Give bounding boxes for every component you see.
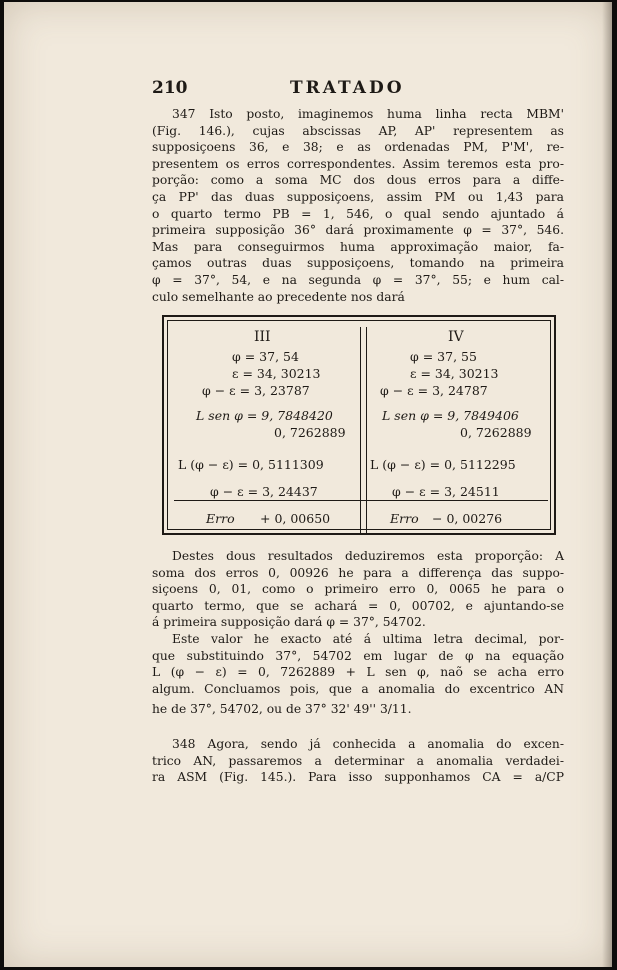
column-heading: III [254, 329, 271, 345]
row-divider [174, 500, 548, 501]
text-line: he de 37°, 54702, ou de 37° 32' 49'' 3/11. [152, 702, 412, 717]
difference-value: φ − ε = 3, 23787 [202, 383, 310, 398]
difference-result: φ − ε = 3, 24437 [210, 484, 318, 499]
text-line: Mas para conseguirmos huma approximação maior, fa- [152, 239, 564, 254]
paragraph-proportion [152, 548, 564, 631]
text-line: quarto termo, que se achará = 0, 00702, e ajuntando-se [152, 598, 564, 613]
text-line: culo semelhante ao precedente nos dará [152, 289, 405, 304]
difference-value: φ − ε = 3, 24787 [380, 383, 488, 398]
phi-value: φ = 37, 54 [232, 349, 299, 364]
text-line: φ = 37°, 54, e na segunda φ = 37°, 55; e hum cal- [152, 272, 564, 287]
error-value: − 0, 00276 [432, 511, 503, 526]
paragraph-conclusion [152, 631, 564, 718]
text-line: ra ASM (Fig. 145.). Para isso supponhamos CA = a/CP [152, 770, 564, 785]
running-title: TRATADO [290, 78, 405, 98]
text-line: 347 Isto posto, imaginemos huma linha recta MBM' [172, 107, 564, 121]
constant-value: 0, 7262889 [274, 425, 346, 440]
column-heading: IV [448, 329, 464, 345]
text-line: porção: como a soma MC dos dous erros para a diffe- [152, 173, 564, 188]
text-line: á primeira supposição dará φ = 37°, 54702. [152, 615, 426, 630]
text-line: (Fig. 146.), cujas abscissas AP, AP' representem as [152, 123, 564, 138]
page-edge-shadow [602, 2, 612, 967]
constant-value: 0, 7262889 [460, 425, 532, 440]
column-divider [360, 327, 367, 533]
text-line: ça PP' das duas supposiçoens, assim PM ou 1,43 para [152, 189, 564, 204]
text-line: L (φ − ε) = 0, 7262889 + L sen φ, naõ se acha erro [152, 665, 564, 680]
text-line: siçoens 0, 01, como o primeiro erro 0, 0065 he para o [152, 582, 564, 597]
page-number: 210 [152, 78, 188, 98]
log-difference-value: L (φ − ε) = 0, 5111309 [178, 457, 324, 472]
text-line: soma dos erros 0, 00926 he para a differença das suppo- [152, 565, 564, 580]
paragraph-347 [152, 106, 564, 305]
text-line: primeira supposição 36° dará proximamente φ = 37°, 546. [152, 223, 564, 238]
text-line: Este valor he exacto até á ultima letra decimal, por- [172, 632, 564, 646]
calculation-table [162, 315, 556, 535]
text-line: que substituindo 37°, 54702 em lugar de φ na equação [152, 648, 564, 663]
log-difference-value: L (φ − ε) = 0, 5112295 [370, 457, 516, 472]
text-line: 348 Agora, sendo já conhecida a anomalia do excen- [172, 737, 564, 751]
error-value: + 0, 00650 [260, 511, 331, 526]
text-line: o quarto termo PB = 1, 546, o qual sendo ajuntado á [152, 206, 564, 221]
epsilon-value: ε = 34, 30213 [410, 366, 499, 381]
paragraph-348 [152, 736, 564, 786]
text-line: çamos outras duas supposiçoens, tomando na primeira [152, 256, 564, 271]
text-line: presentem os erros correspondentes. Assim teremos esta pro- [152, 156, 564, 171]
log-sine-value: L sen φ = 9, 7848420 [196, 408, 333, 423]
difference-result: φ − ε = 3, 24511 [392, 484, 500, 499]
text-line: trico AN, passaremos a determinar a anomalia verdadei- [152, 753, 564, 768]
log-sine-value: L sen φ = 9, 7849406 [382, 408, 519, 423]
running-header [152, 78, 564, 102]
text-line: Destes dous resultados deduziremos esta proporção: A [172, 549, 564, 563]
error-label: Erro [206, 511, 235, 526]
book-page [4, 2, 612, 967]
text-line: algum. Concluamos pois, que a anomalia do excentrico AN [152, 681, 564, 696]
epsilon-value: ε = 34, 30213 [232, 366, 321, 381]
phi-value: φ = 37, 55 [410, 349, 477, 364]
error-label: Erro [390, 511, 419, 526]
text-line: supposiçoens 36, e 38; e as ordenadas PM, P'M', re- [152, 140, 564, 155]
